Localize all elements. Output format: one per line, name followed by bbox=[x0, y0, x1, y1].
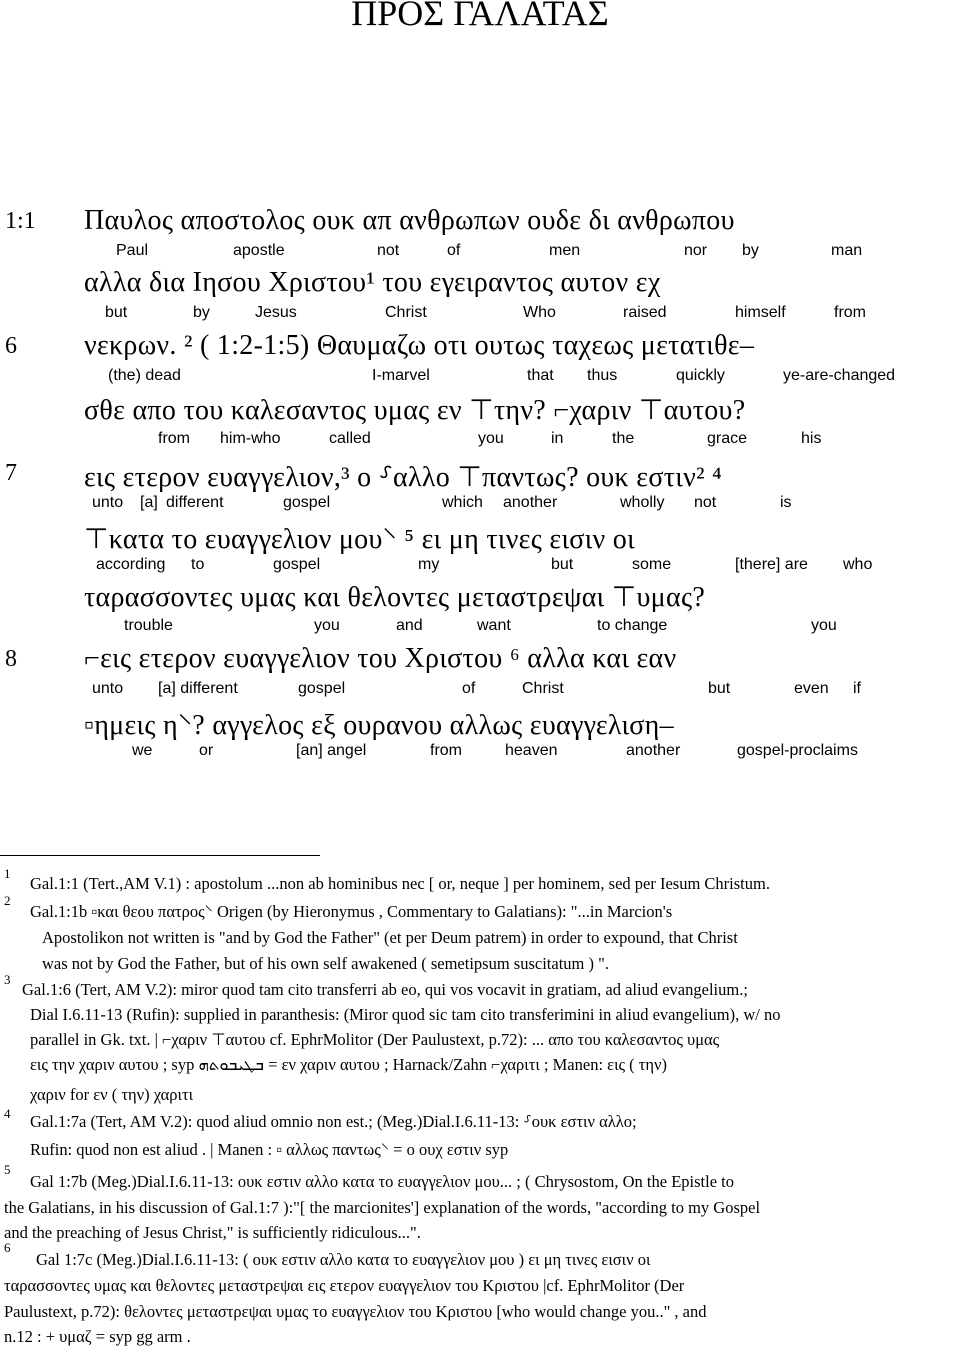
gloss-word: of bbox=[462, 680, 476, 697]
gloss-word: my bbox=[418, 556, 440, 573]
gloss-word: wholly bbox=[620, 494, 665, 511]
gloss-word: by bbox=[742, 242, 759, 259]
greek-line: ⌐εις ετερον ευαγγελιον του Χριστου ⁶ αλλα και εαν bbox=[84, 643, 677, 674]
gloss-word: man bbox=[831, 242, 863, 259]
gloss-word: trouble bbox=[124, 617, 173, 634]
gloss-word: [a] different bbox=[158, 680, 238, 697]
gloss-word: or bbox=[199, 742, 214, 759]
gloss-word: the bbox=[612, 430, 635, 447]
gloss-word: if bbox=[853, 680, 861, 697]
gloss-word: from bbox=[430, 742, 462, 759]
footnote-3-line-2: Dial I.6.11-13 (Rufin): supplied in paranthesis: (Miror quod sic tam cito transferimini in aliud evangelium), w/ no bbox=[30, 1005, 781, 1024]
footnote-number: 4 bbox=[4, 1106, 11, 1121]
footnote-6-line-3: Paulustext, p.72): θελοντες μεταστρεψαι υμας το ευαγγελιον του Κριστου [who would change you.." , and bbox=[4, 1302, 707, 1321]
gloss-word: gospel-proclaims bbox=[737, 742, 858, 759]
gloss-word: him-who bbox=[220, 430, 281, 447]
gloss-word: want bbox=[477, 617, 511, 634]
gloss-word: and bbox=[396, 617, 423, 634]
gloss-word: thus bbox=[587, 367, 618, 384]
footnote-6-line-1: Gal 1:7c (Meg.)Dial.I.6.11-13: ( ουκ εστιν αλλο κατα το ευαγγελιον μου ) ει μη τινες εισιν οι bbox=[36, 1250, 651, 1269]
footnote-3-line-5: χαριν for εν ( την) χαριτι bbox=[30, 1085, 194, 1104]
footnote-6-line-4: n.12 : + υμαζ = syp gg arm . bbox=[4, 1327, 191, 1346]
gloss-word: quickly bbox=[676, 367, 725, 384]
footnote-6-line-2: ταρασσοντες υμας και θελοντες μεταστρεψαι εις ετερον ευαγγελιον του Κριστου |cf. EphrMolitor (Der bbox=[4, 1276, 685, 1295]
gloss-word: [a] bbox=[140, 494, 158, 511]
greek-line: σθε απο του καλεσαντος υμας εν ⊤την? ⌐χαριν ⊤αυτου? bbox=[84, 395, 746, 426]
gloss-word: according bbox=[96, 556, 166, 573]
gloss-word: I-marvel bbox=[372, 367, 430, 384]
gloss-word: Christ bbox=[522, 680, 564, 697]
gloss-word: unto bbox=[92, 680, 124, 697]
gloss-word: some bbox=[632, 556, 672, 573]
footnote-3-line-3: parallel in Gk. txt. | ⌐χαριν ⊤αυτου cf. EphrMolitor (Der Paulustext, p.72): ... απο του καλεσαντος υμας bbox=[30, 1030, 720, 1049]
gloss-word: by bbox=[193, 304, 210, 321]
verse-number: 1:1 bbox=[5, 208, 36, 234]
gloss-word: to bbox=[191, 556, 205, 573]
gloss-word: called bbox=[329, 430, 371, 447]
gloss-word: but bbox=[551, 556, 574, 573]
gloss-word: who bbox=[843, 556, 873, 573]
gloss-word: but bbox=[708, 680, 731, 697]
gloss-word: not bbox=[377, 242, 400, 259]
footnote-4-line-1: Gal.1:7a (Tert, AM V.2): quod aliud omnio non est.; (Meg.)Dial.I.6.11-13: ⸉ουκ εστιν αλλο; bbox=[30, 1112, 637, 1131]
footnote-number: 2 bbox=[4, 893, 11, 908]
gloss-word: ye-are-changed bbox=[783, 367, 896, 384]
footnote-5-line-1: Gal 1:7b (Meg.)Dial.I.6.11-13: ουκ εστιν αλλο κατα το ευαγγελιον μου... ; ( Chrysostom, On the Epistle to bbox=[30, 1172, 734, 1191]
greek-line: ⊤κατα το ευαγγελιον μου⸌ ⁵ ει μη τινες εισιν οι bbox=[84, 524, 635, 555]
greek-line: Παυλος αποστολος ουκ απ ανθρωπων ουδε δι ανθρωπου bbox=[84, 205, 735, 236]
gloss-word: gospel bbox=[283, 494, 331, 511]
footnote-number: 6 bbox=[4, 1240, 11, 1255]
footnote-4-line-2: Rufin: quod non est aliud . | Manen : ▫ αλλως παντως⸌ = ο ουχ εστιν syp bbox=[30, 1140, 509, 1159]
gloss-word: you bbox=[811, 617, 837, 634]
gloss-word: heaven bbox=[505, 742, 558, 759]
gloss-word: from bbox=[158, 430, 190, 447]
footnote-1: Gal.1:1 (Tert.,AM V.1) : apostolum ...non ab hominibus nec [ or, neque ] per hominem, sed per Iesum Christum. bbox=[30, 874, 770, 893]
footnote-divider bbox=[0, 855, 320, 856]
gloss-word: is bbox=[780, 494, 792, 511]
gloss-word: even bbox=[794, 680, 829, 697]
gloss-word: raised bbox=[623, 304, 667, 321]
footnote-2-line-3: was not by God the Father, but of his own self awakened ( semetipsum suscitatum ) ". bbox=[42, 954, 609, 973]
greek-line: νεκρων. ² ( 1:2-1:5) Θαυμαζω οτι ουτως ταχεως μετατιθε– bbox=[84, 330, 755, 361]
gloss-word: that bbox=[527, 367, 554, 384]
gloss-word: gospel bbox=[273, 556, 321, 573]
greek-line: εις ετερον ευαγγελιον,³ ο ⸉αλλο ⊤παντως? ουκ εστιν² ⁴ bbox=[84, 462, 723, 493]
gloss-word: another bbox=[626, 742, 681, 759]
footnote-2-line-2: Apostolikon not written is "and by God the Father" (et per Deum patrem) in order to expound, that Christ bbox=[42, 928, 738, 947]
gloss-word: which bbox=[442, 494, 483, 511]
footnote-3-line-4: εις την χαριν αυτου ; syp ܒܛܝܒܘܬܗ = εν χαριν αυτου ; Harnack/Zahn ⌐χαριτι ; Manen: εις ( την) bbox=[30, 1055, 668, 1074]
gloss-word: himself bbox=[735, 304, 786, 321]
footnote-number: 3 bbox=[4, 972, 11, 987]
greek-line: ▫ημεις η⸌? αγγελος εξ ουρανου αλλως ευαγγελιση– bbox=[84, 710, 674, 741]
gloss-word: Who bbox=[523, 304, 556, 321]
footnote-number: 5 bbox=[4, 1162, 11, 1177]
page-title: ΠΡΟΣ ΓΑΛΑΤΑΣ bbox=[351, 0, 609, 33]
gloss-word: apostle bbox=[233, 242, 285, 259]
verse-number: 8 bbox=[5, 646, 17, 672]
gloss-word: unto bbox=[92, 494, 124, 511]
gloss-word: gospel bbox=[298, 680, 346, 697]
gloss-word: you bbox=[478, 430, 504, 447]
footnote-2-line-1: Gal.1:1b ▫και θεου πατρος⸌ Origen (by Hieronymus , Commentary to Galatians): "...in Marcion's bbox=[30, 902, 673, 921]
gloss-word: nor bbox=[684, 242, 708, 259]
footnote-5-line-3: and the preaching of Jesus Christ," is sufficiently ridiculous...". bbox=[4, 1223, 421, 1242]
gloss-word: another bbox=[503, 494, 558, 511]
gloss-word: men bbox=[549, 242, 581, 259]
verse-number: 6 bbox=[5, 333, 17, 359]
gloss-word: [an] angel bbox=[296, 742, 367, 759]
footnote-3-line-1: Gal.1:6 (Tert, AM V.2): miror quod tam cito transferri ab eo, qui vos vocavit in gratiam, ad aliud evangelium.; bbox=[22, 980, 748, 999]
gloss-word: not bbox=[694, 494, 717, 511]
greek-line: αλλα δια Ιησου Χριστου¹ του εγειραντος αυτον εχ bbox=[84, 267, 661, 298]
gloss-word: grace bbox=[707, 430, 748, 447]
gloss-word: in bbox=[551, 430, 564, 447]
gloss-word: Paul bbox=[116, 242, 149, 259]
verse-number: 7 bbox=[5, 460, 17, 486]
gloss-word: Christ bbox=[385, 304, 427, 321]
greek-line: ταρασσοντες υμας και θελοντες μεταστρεψαι ⊤υμας? bbox=[84, 582, 706, 613]
gloss-word: from bbox=[834, 304, 866, 321]
gloss-word: his bbox=[801, 430, 822, 447]
gloss-word: but bbox=[105, 304, 128, 321]
gloss-word: [there] are bbox=[735, 556, 808, 573]
gloss-word: we bbox=[132, 742, 153, 759]
footnote-5-line-2: the Galatians, in his discussion of Gal.1:7 ):"[ the marcionites'] explanation of the words, "according to my Gospel bbox=[4, 1198, 761, 1217]
gloss-word: (the) dead bbox=[108, 367, 181, 384]
gloss-word: of bbox=[447, 242, 461, 259]
gloss-word: different bbox=[166, 494, 224, 511]
gloss-word: to change bbox=[597, 617, 668, 634]
gloss-word: Jesus bbox=[255, 304, 297, 321]
footnote-number: 1 bbox=[4, 866, 11, 881]
gloss-word: you bbox=[314, 617, 340, 634]
